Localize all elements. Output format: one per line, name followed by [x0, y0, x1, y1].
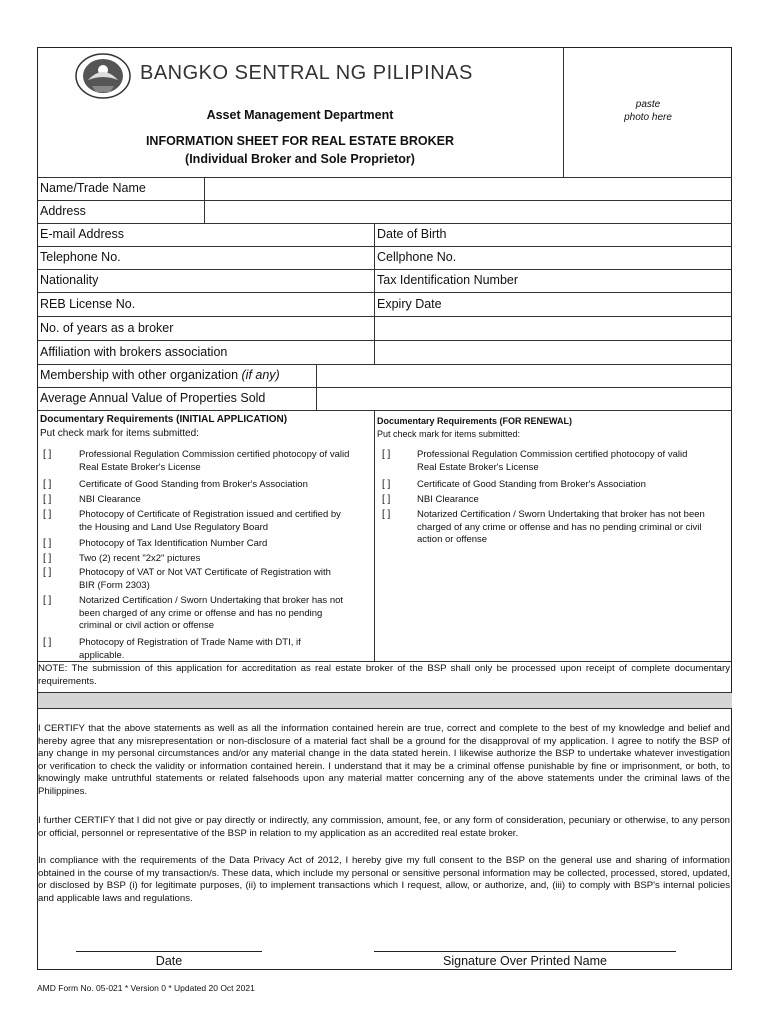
bsp-logo-icon — [74, 52, 132, 100]
initial-item-text: Certificate of Good Standing from Broker's Association — [79, 479, 308, 490]
initial-req-instruction: Put check mark for items submitted: — [40, 428, 199, 439]
renewal-item-text: NBI Clearance — [417, 494, 479, 505]
membership-label — [40, 368, 280, 382]
form-title: INFORMATION SHEET FOR REAL ESTATE BROKER — [145, 134, 455, 148]
initial-item-text: Real Estate Broker's License — [79, 461, 201, 473]
initial-item-text: been charged of any crime or offense and has no pending — [79, 607, 323, 619]
initial-item-text: criminal or civil action or offense — [79, 620, 214, 632]
address-label: Address — [40, 204, 86, 218]
address-input[interactable] — [206, 201, 730, 222]
affiliation-label: Affiliation with brokers association — [40, 345, 228, 359]
photo-box[interactable] — [564, 98, 732, 124]
initial-req-title: Documentary Requirements (INITIAL APPLICATION) — [40, 414, 288, 425]
photo-label-1: paste — [635, 99, 661, 110]
renewal-item-text: charged of any crime or offense and has no pending criminal or civil — [417, 521, 702, 533]
date-label: Date — [155, 954, 183, 968]
department: Asset Management Department — [206, 108, 394, 122]
data-privacy-paragraph: In compliance with the requirements of the Data Privacy Act of 2012, I hereby give my full consent to the BSP on the general use and sharing of information obtained in the course of my transaction/s. These data, which include my personal or sensitive personal information may be collected, processed, stored, updated, or disclosed by BSP (i) for legitimate purposes, (ii) to implement transactions which I request, allow, or authorize, and, (iii) to comply with BSP's internal policies and applicable laws and regulations. — [38, 855, 730, 904]
org-name: BANGKO SENTRAL NG PILIPINAS — [140, 62, 473, 84]
initial-item-text: BIR (Form 2303) — [79, 579, 150, 591]
membership-text: Membership with other organization — [40, 368, 242, 382]
initial-checkbox[interactable]: [ ] — [43, 595, 52, 606]
years-label: No. of years as a broker — [40, 321, 174, 335]
initial-item-text: NBI Clearance — [79, 494, 141, 505]
renewal-checkbox[interactable]: [ ] — [382, 449, 391, 460]
initial-checkbox[interactable]: [ ] — [43, 494, 52, 505]
bsp-logo — [74, 52, 132, 100]
initial-checkbox[interactable]: [ ] — [43, 637, 52, 648]
form-footer: AMD Form No. 05-021 * Version 0 * Updated 20 Oct 2021 — [37, 983, 255, 993]
signature-input[interactable] — [374, 930, 676, 950]
renewal-item-text: Professional Regulation Commission certified photocopy of valid — [417, 449, 688, 460]
signature-label: Signature Over Printed Name — [443, 954, 607, 968]
note: NOTE: The submission of this application for accreditation as real estate broker of the BSP shall only be processed upon receipt of complete documentary requirements. — [38, 663, 730, 687]
reb-license-label: REB License No. — [40, 297, 136, 311]
renewal-item-text: Certificate of Good Standing from Broker's Association — [417, 479, 646, 490]
initial-checkbox[interactable]: [ ] — [43, 479, 52, 490]
annual-value-label: Average Annual Value of Properties Sold — [40, 391, 266, 405]
certification-paragraph: I CERTIFY that the above statements as well as all the information contained herein are true, correct and complete to the best of my knowledge and belief and hereby agree that any misrepresentation or non-disclosure of a material fact shall be a ground for the disapproval of my application. I agree to notify the BSP of any change in my personal circumstances and/or any material change in the data stated herein. I likewise authorize the BSP to undertake whatever investigation or verification to check the validity or information contained herein. I understand that it may be a criminal offense punishable by fine or imprisonment, or both, to knowingly make untruthful statements or related falsehoods upon any material matter concerning any of the above statements under the criminal laws of the Philippines. — [38, 723, 730, 797]
further-certification-paragraph: I further CERTIFY that I did not give or pay directly or indirectly, any commission, amount, fee, or any form of consideration, pecuniary or otherwise, to any person or official, personnel or representative of the BSP in relation to my application as an accredited real estate broker. — [38, 815, 730, 839]
initial-item-text: applicable. — [79, 649, 125, 661]
shaded-separator — [38, 693, 732, 708]
initial-item-text: Photocopy of Certificate of Registration issued and certified by — [79, 509, 341, 520]
name-label: Name/Trade Name — [40, 181, 146, 195]
initial-item-text: Photocopy of Registration of Trade Name with DTI, if — [79, 637, 301, 648]
initial-item-text: Notarized Certification / Sworn Undertaking that broker has not — [79, 595, 344, 606]
initial-item-text: Photocopy of Tax Identification Number Card — [79, 538, 268, 549]
renewal-checkbox[interactable]: [ ] — [382, 479, 391, 490]
renewal-req-title: Documentary Requirements (FOR RENEWAL) — [377, 416, 573, 426]
cellphone-label: Cellphone No. — [377, 250, 457, 264]
initial-item-text: Photocopy of VAT or Not VAT Certificate of Registration with — [79, 567, 331, 578]
name-input[interactable] — [206, 178, 730, 199]
photo-label-2: photo here — [624, 112, 672, 123]
renewal-item-text: Real Estate Broker's License — [417, 461, 539, 473]
initial-checkbox[interactable]: [ ] — [43, 509, 52, 520]
nationality-label: Nationality — [40, 273, 99, 287]
expiry-label: Expiry Date — [377, 297, 442, 311]
dob-label: Date of Birth — [377, 227, 447, 241]
initial-item-text: Two (2) recent "2x2" pictures — [79, 553, 201, 564]
initial-item-text: Professional Regulation Commission certified photocopy of valid — [79, 449, 350, 460]
email-label: E-mail Address — [40, 227, 125, 241]
date-input[interactable] — [76, 930, 262, 950]
initial-checkbox[interactable]: [ ] — [43, 538, 52, 549]
form-subtitle: (Individual Broker and Sole Proprietor) — [185, 152, 415, 166]
tin-label: Tax Identification Number — [377, 273, 519, 287]
initial-item-text: the Housing and Land Use Regulatory Board — [79, 521, 269, 533]
initial-checkbox[interactable]: [ ] — [43, 567, 52, 578]
renewal-item-text: action or offense — [417, 534, 488, 546]
renewal-req-instruction: Put check mark for items submitted: — [377, 429, 521, 439]
initial-checkbox[interactable]: [ ] — [43, 553, 52, 564]
telephone-label: Telephone No. — [40, 250, 121, 264]
renewal-item-text: Notarized Certification / Sworn Undertaking that broker has not been — [417, 509, 705, 520]
renewal-checkbox[interactable]: [ ] — [382, 494, 391, 505]
renewal-checkbox[interactable]: [ ] — [382, 509, 391, 520]
membership-note: (if any) — [241, 368, 280, 382]
initial-checkbox[interactable]: [ ] — [43, 449, 52, 460]
